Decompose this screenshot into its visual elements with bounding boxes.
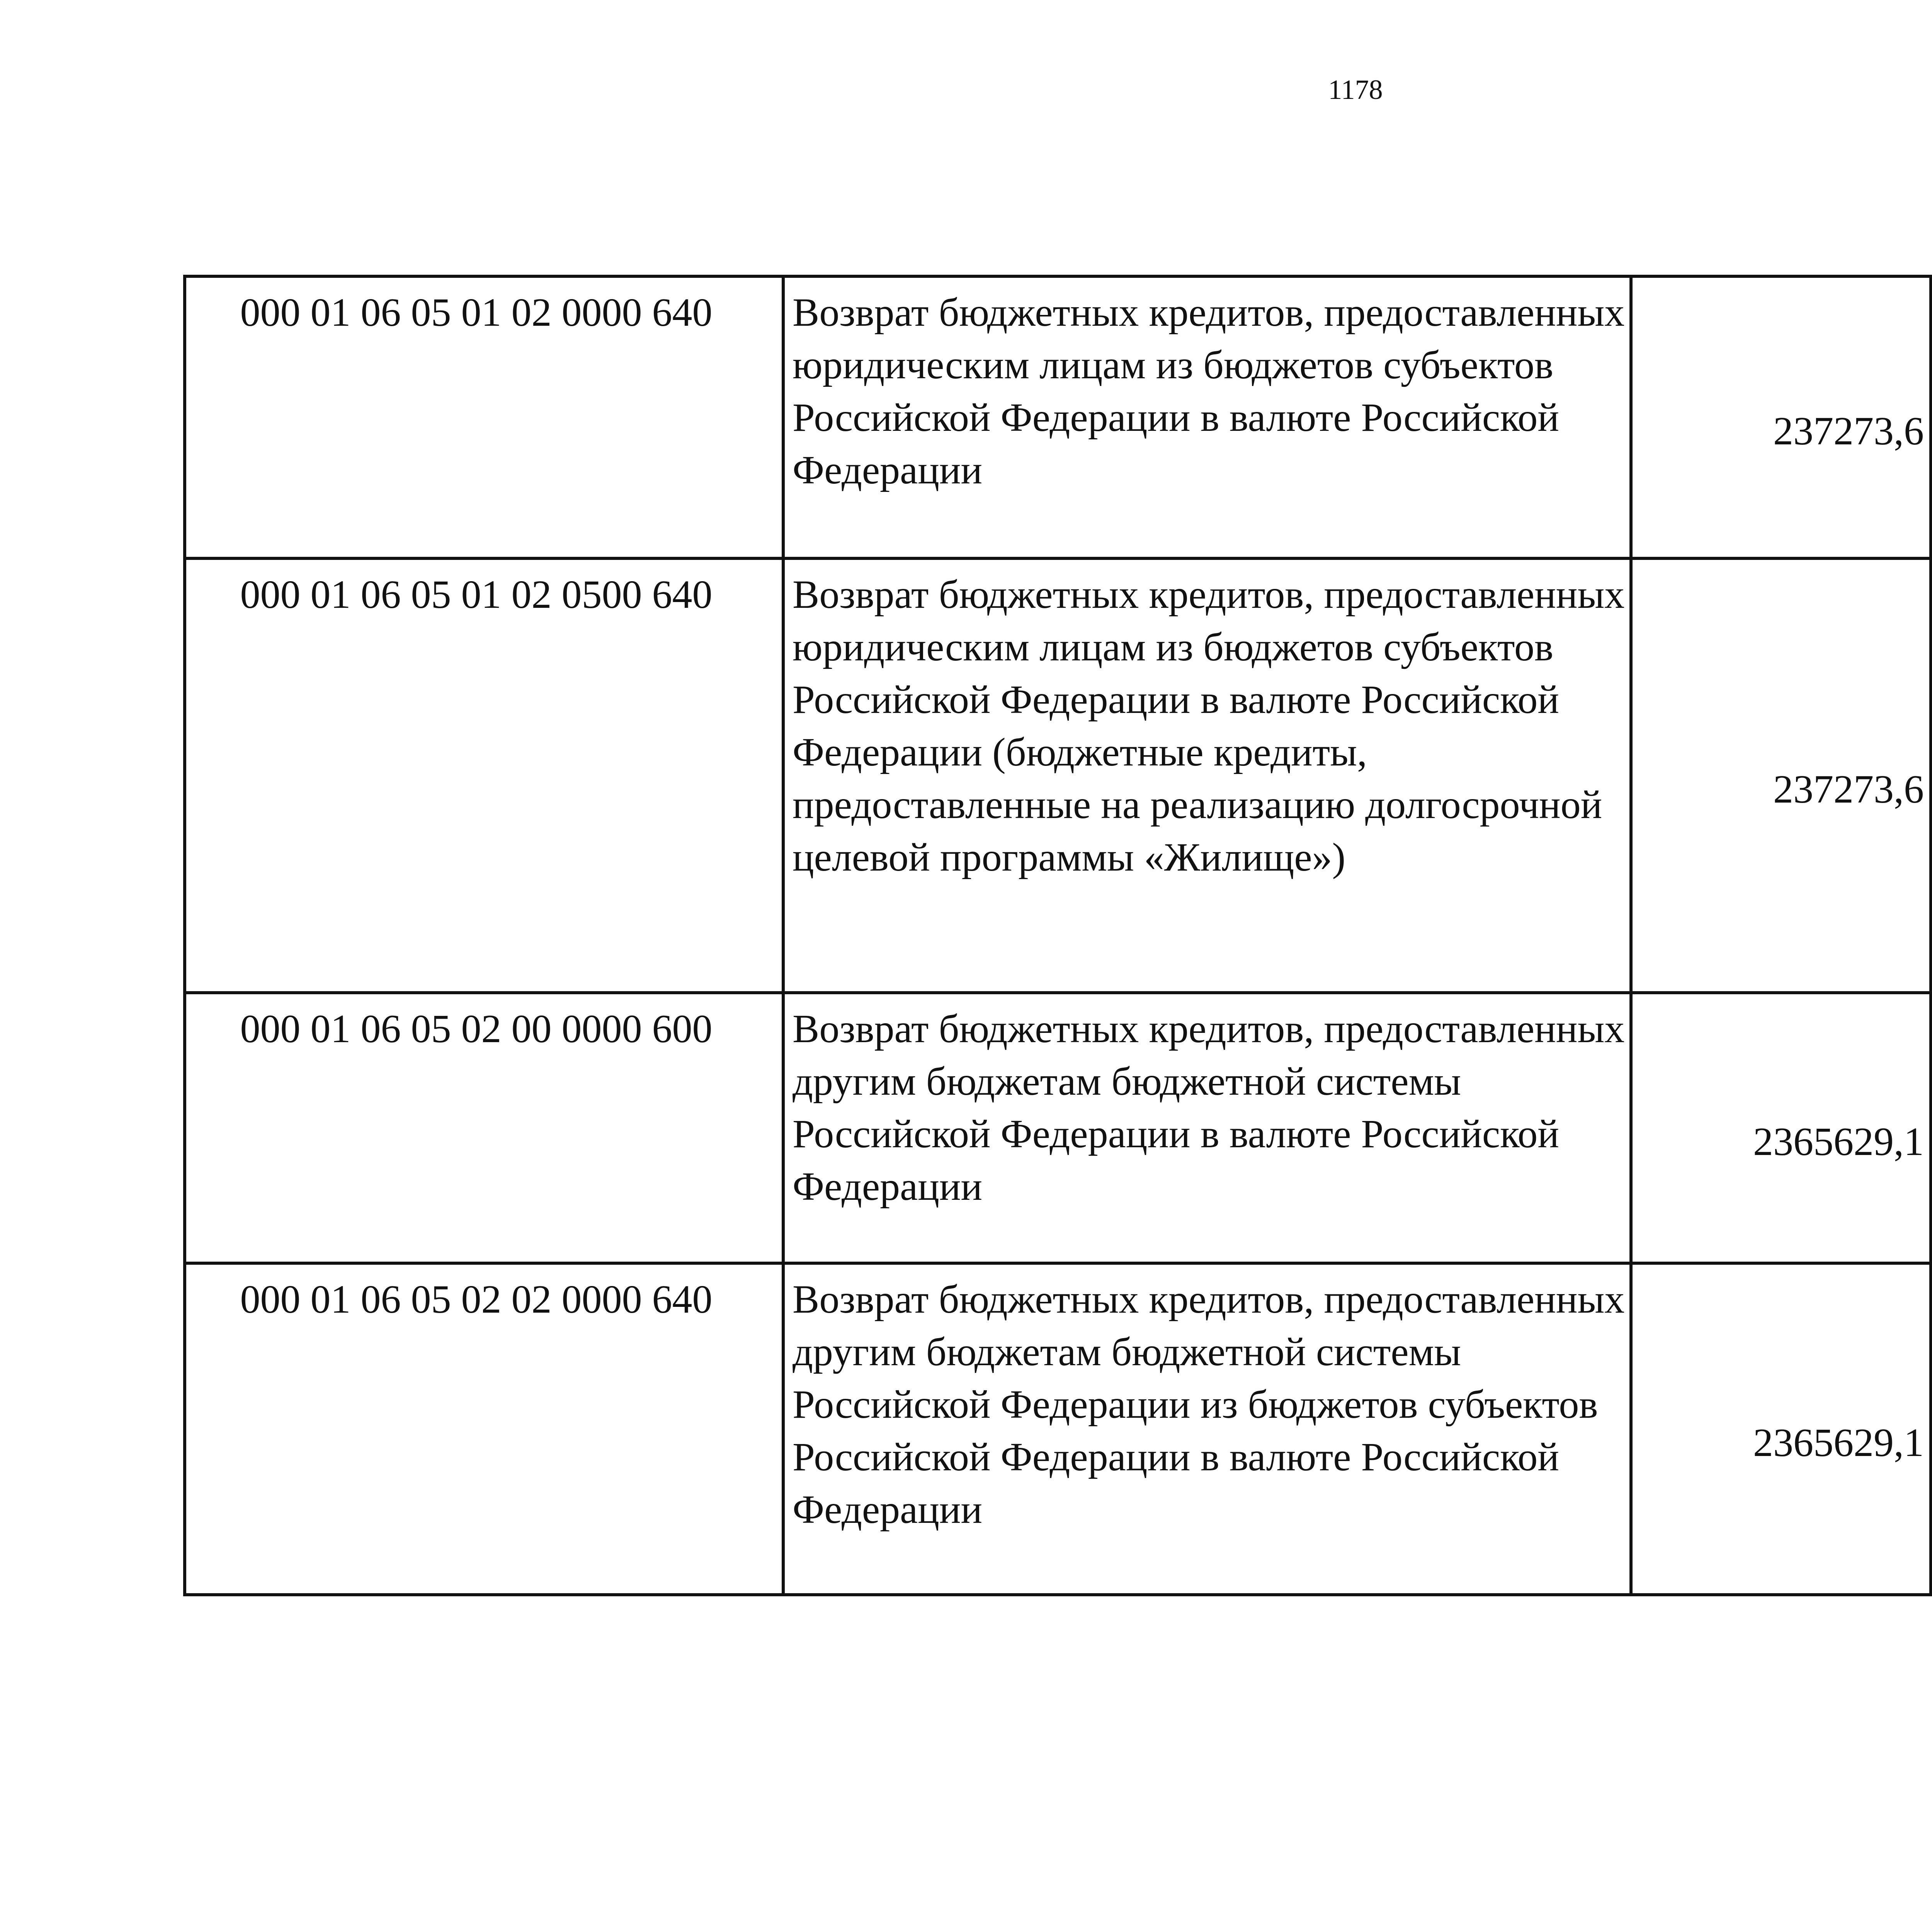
description-cell: Возврат бюджетных кредитов, предоставленных юридическим лицам из бюджетов субъектов Российской Федерации в валюте Российской Федерации (783, 276, 1631, 558)
description-cell: Возврат бюджетных кредитов, предоставленных другим бюджетам бюджетной системы Российской Федерации в валюте Российской Федерации (783, 993, 1631, 1263)
table-row (185, 558, 1932, 993)
description-cell: Возврат бюджетных кредитов, предоставленных юридическим лицам из бюджетов субъектов Российской Федерации в валюте Российской Федерации (бюджетные кредиты, предоставленные на реализацию долгосрочной целевой программы «Жилище») (783, 558, 1631, 993)
value-cell (1631, 558, 1931, 993)
value-text: 2365629,1 (1753, 1420, 1924, 1465)
value-text: 237273,6 (1773, 767, 1924, 811)
budget-table (183, 275, 1932, 1596)
value-cell (1631, 276, 1931, 558)
budget-code-cell: 000 01 06 05 02 00 0000 600 (185, 993, 783, 1263)
value-text: 237273,6 (1773, 409, 1924, 453)
value-text: 2365629,1 (1753, 1119, 1924, 1164)
value-cell (1631, 993, 1931, 1263)
budget-code-cell: 000 01 06 05 01 02 0500 640 (185, 558, 783, 993)
budget-code-cell: 000 01 06 05 02 02 0000 640 (185, 1263, 783, 1595)
page-number: 1178 (1328, 74, 1383, 105)
table-row (185, 993, 1932, 1263)
table-row (185, 1263, 1932, 1595)
budget-code-cell: 000 01 06 05 01 02 0000 640 (185, 276, 783, 558)
table-row (185, 276, 1932, 558)
value-cell (1631, 1263, 1931, 1595)
description-cell: Возврат бюджетных кредитов, предоставленных другим бюджетам бюджетной системы Российской Федерации из бюджетов субъектов Российской Федерации в валюте Российской Федерации (783, 1263, 1631, 1595)
